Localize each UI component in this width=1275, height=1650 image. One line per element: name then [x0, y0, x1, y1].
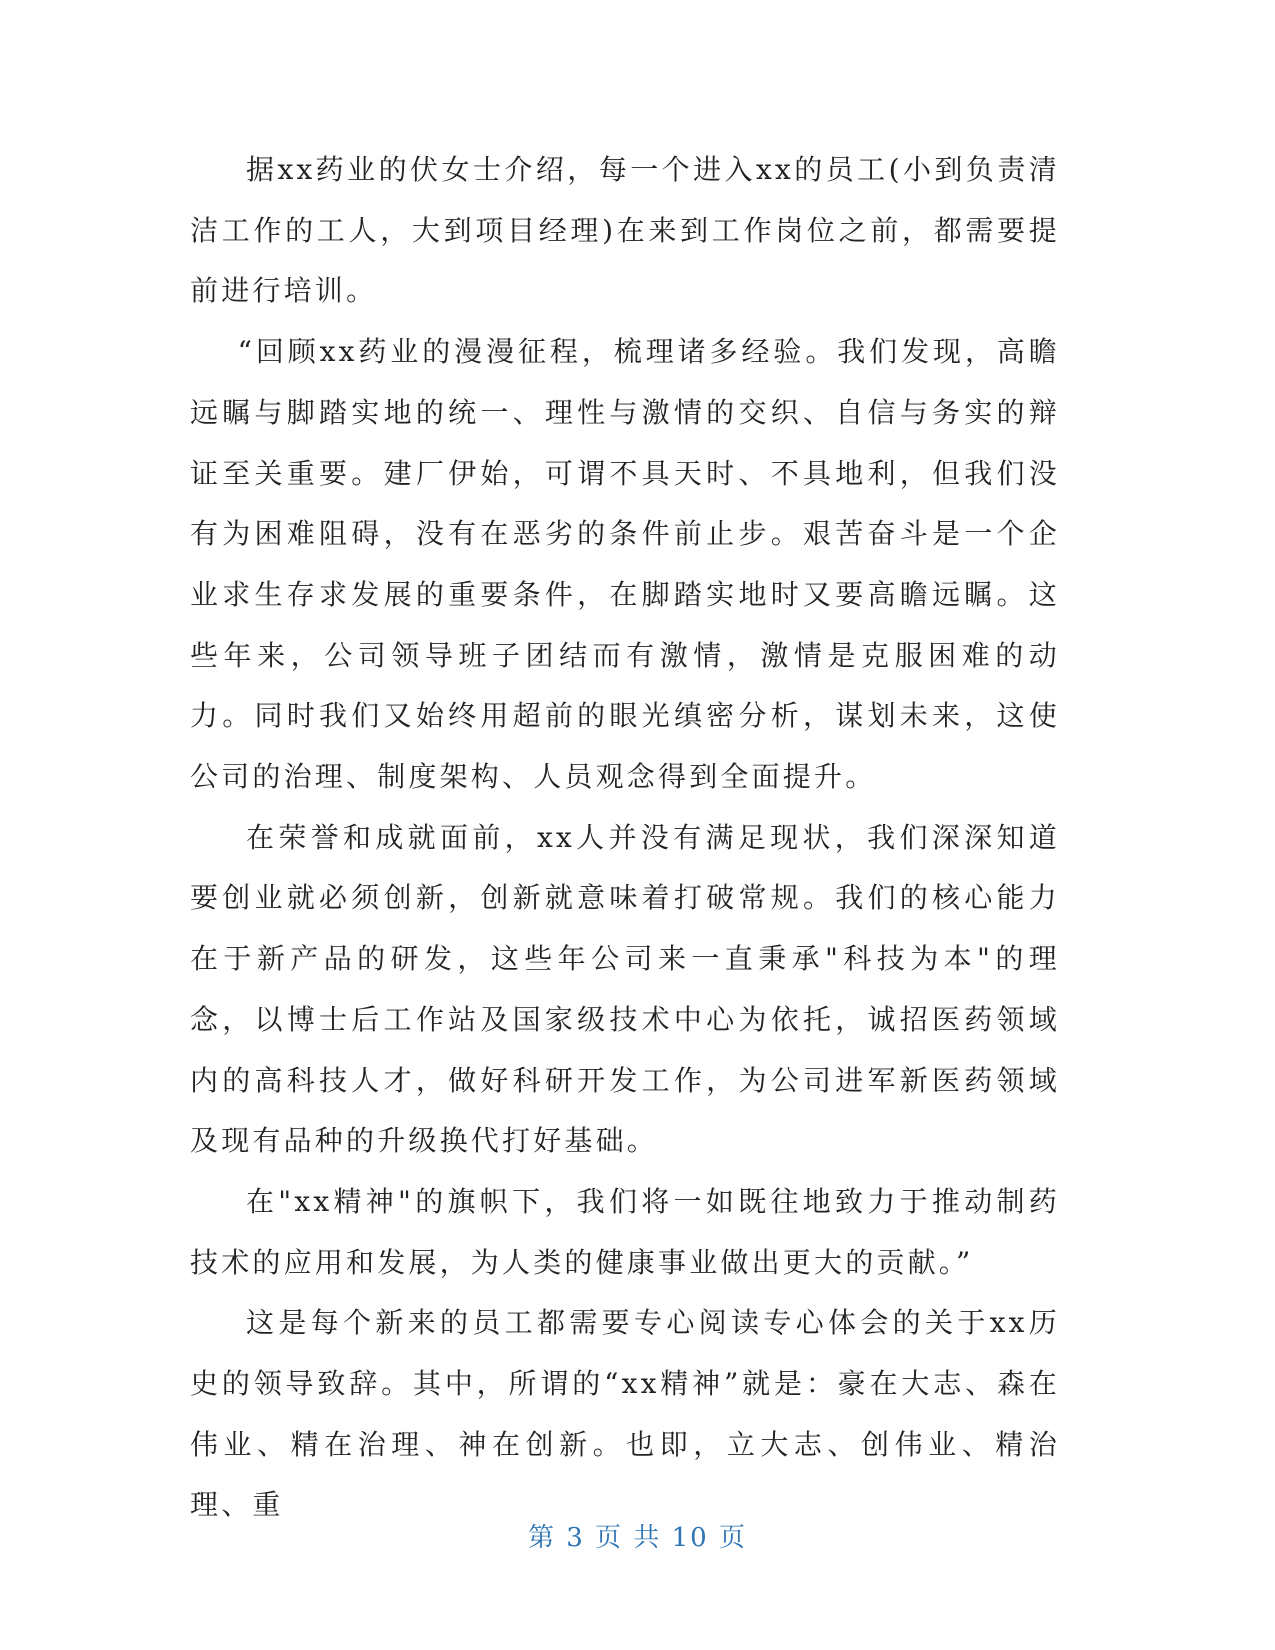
page-number-footer: 第 3 页 共 10 页 — [528, 1523, 747, 1553]
paragraph-training-intro: 据xx药业的伏女士介绍，每一个进入xx的员工(小到负责清洁工作的工人，大到项目经理)在来到工作岗位之前，都需要提前进行培训。 — [190, 153, 1060, 308]
paragraph-leader-speech: 这是每个新来的员工都需要专心阅读专心体会的关于xx历史的领导致辞。其中，所谓的“xx精神”就是：豪在大志、森在伟业、精在治理、神在创新。也即，立大志、创伟业、精治理、重 — [190, 1306, 1060, 1522]
paragraph-review-history: “回顾xx药业的漫漫征程，梳理诸多经验。我们发现，高瞻远瞩与脚踏实地的统一、理性与激情的交织、自信与务实的辩证至关重要。建厂伊始，可谓不具天时、不具地利，但我们没有为困难阻碍，没有在恶劣的条件前止步。艰苦奋斗是一个企业求生存求发展的重要条件，在脚踏实地时又要高瞻远瞩。这些年来，公司领导班子团结而有激情，激情是克服困难的动力。同时我们又始终用超前的眼光缜密分析，谋划未来，这使公司的治理、制度架构、人员观念得到全面提升。 — [190, 335, 1060, 794]
document-body — [190, 140, 1060, 1536]
paragraph-xx-spirit: 在"xx精神"的旗帜下，我们将一如既往地致力于推动制药技术的应用和发展，为人类的健康事业做出更大的贡献。” — [190, 1184, 1060, 1279]
paragraph-innovation: 在荣誉和成就面前，xx人并没有满足现状，我们深深知道要创业就必须创新，创新就意味着打破常规。我们的核心能力在于新产品的研发，这些年公司来一直秉承"科技为本"的理念，以博士后工作站及国家级技术中心为依托，诚招医药领域内的高科技人才，做好科研开发工作，为公司进军新医药领域及现有品种的升级换代打好基础。 — [190, 820, 1060, 1158]
